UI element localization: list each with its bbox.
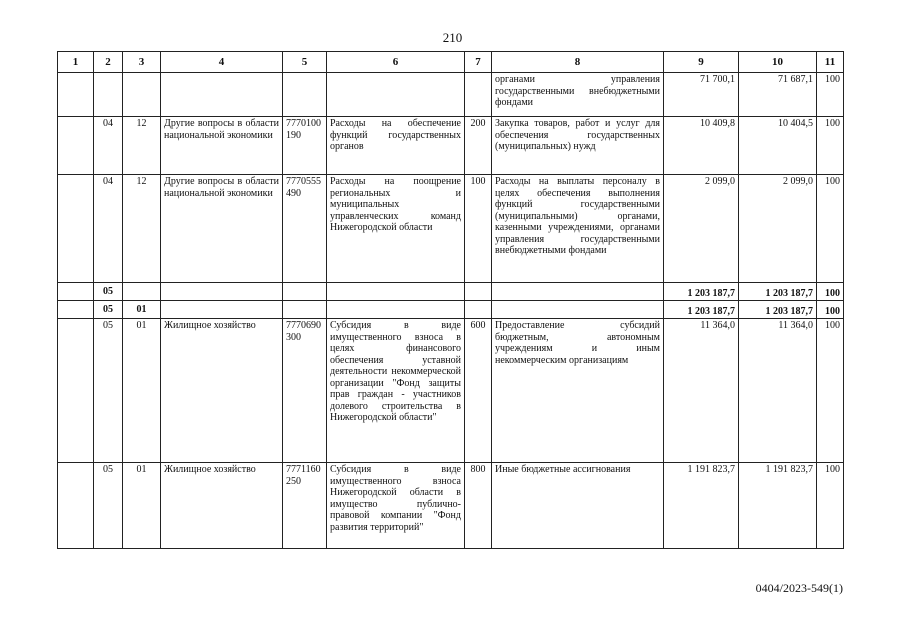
table-header-row bbox=[58, 52, 844, 73]
table-row bbox=[58, 319, 844, 463]
cell-c1 bbox=[58, 463, 94, 549]
cell-c1 bbox=[58, 73, 94, 117]
cell-c2: 05 bbox=[94, 301, 123, 319]
cell-c10: 1 191 823,7 bbox=[739, 463, 817, 549]
cell-c1 bbox=[58, 175, 94, 283]
table-row-section-total bbox=[58, 283, 844, 301]
cell-c11: 100 bbox=[817, 283, 844, 301]
page-number: 210 bbox=[442, 30, 463, 45]
cell-c11: 100 bbox=[817, 319, 844, 463]
header-col-8: 8 bbox=[492, 52, 664, 73]
header-col-5: 5 bbox=[283, 52, 327, 73]
cell-c5: 7770100190 bbox=[283, 117, 327, 175]
cell-c9: 10 409,8 bbox=[664, 117, 739, 175]
cell-c2: 05 bbox=[94, 319, 123, 463]
cell-c4: Другие вопросы в области национальной экономики bbox=[161, 175, 283, 283]
header-col-10: 10 bbox=[739, 52, 817, 73]
cell-c10: 2 099,0 bbox=[739, 175, 817, 283]
cell-c3: 01 bbox=[123, 301, 161, 319]
cell-c5 bbox=[283, 283, 327, 301]
cell-c7: 200 bbox=[465, 117, 492, 175]
cell-c10: 1 203 187,7 bbox=[739, 283, 817, 301]
cell-c11: 100 bbox=[817, 463, 844, 549]
table-row bbox=[58, 463, 844, 549]
cell-c1 bbox=[58, 319, 94, 463]
cell-c3: 01 bbox=[123, 463, 161, 549]
header-col-3: 3 bbox=[123, 52, 161, 73]
cell-c9: 1 203 187,7 bbox=[664, 301, 739, 319]
cell-c1 bbox=[58, 301, 94, 319]
cell-c8: Иные бюджетные ассигнования bbox=[492, 463, 664, 549]
header-col-6: 6 bbox=[327, 52, 465, 73]
cell-c2 bbox=[94, 73, 123, 117]
budget-table bbox=[57, 51, 844, 549]
cell-c8: Расходы на выплаты персоналу в целях обеспечения выполнения функций государственными (муниципальными) органами, казенными учреждениями, органами управления государственными внебюджетными фондами bbox=[492, 175, 664, 283]
cell-c8: Предоставление субсидий бюджетным, автономным учреждениям и иным некоммерческим организациям bbox=[492, 319, 664, 463]
cell-c9: 71 700,1 bbox=[664, 73, 739, 117]
cell-c11: 100 bbox=[817, 117, 844, 175]
header-col-7: 7 bbox=[465, 52, 492, 73]
cell-c2: 04 bbox=[94, 175, 123, 283]
cell-c10: 11 364,0 bbox=[739, 319, 817, 463]
cell-c3: 01 bbox=[123, 319, 161, 463]
table-row bbox=[58, 175, 844, 283]
cell-c4: Жилищное хозяйство bbox=[161, 463, 283, 549]
cell-c6: Расходы на обеспечение функций государственных органов bbox=[327, 117, 465, 175]
cell-c3: 12 bbox=[123, 175, 161, 283]
table-row bbox=[58, 73, 844, 117]
header-col-11: 11 bbox=[817, 52, 844, 73]
cell-c5 bbox=[283, 73, 327, 117]
cell-c8: Закупка товаров, работ и услуг для обеспечения государственных (муниципальных) нужд bbox=[492, 117, 664, 175]
cell-c1 bbox=[58, 117, 94, 175]
cell-c3: 12 bbox=[123, 117, 161, 175]
cell-c7: 100 bbox=[465, 175, 492, 283]
cell-c11: 100 bbox=[817, 301, 844, 319]
header-col-9: 9 bbox=[664, 52, 739, 73]
cell-c6: Расходы на поощрение региональных и муниципальных управленческих команд Нижегородской области bbox=[327, 175, 465, 283]
cell-c7 bbox=[465, 283, 492, 301]
cell-c10: 10 404,5 bbox=[739, 117, 817, 175]
cell-c6 bbox=[327, 73, 465, 117]
cell-c4: Другие вопросы в области национальной экономики bbox=[161, 117, 283, 175]
cell-c3 bbox=[123, 283, 161, 301]
header-col-1: 1 bbox=[58, 52, 94, 73]
cell-c9: 1 191 823,7 bbox=[664, 463, 739, 549]
cell-c6 bbox=[327, 283, 465, 301]
cell-c9: 11 364,0 bbox=[664, 319, 739, 463]
cell-c7 bbox=[465, 301, 492, 319]
cell-c4: Жилищное хозяйство bbox=[161, 319, 283, 463]
cell-c9: 2 099,0 bbox=[664, 175, 739, 283]
cell-c2: 05 bbox=[94, 283, 123, 301]
document-number: 0404/2023-549(1) bbox=[755, 581, 843, 595]
cell-c8 bbox=[492, 301, 664, 319]
cell-c7 bbox=[465, 73, 492, 117]
cell-c1 bbox=[58, 283, 94, 301]
cell-c3 bbox=[123, 73, 161, 117]
cell-c2: 04 bbox=[94, 117, 123, 175]
cell-c7: 600 bbox=[465, 319, 492, 463]
cell-c5: 7770690300 bbox=[283, 319, 327, 463]
cell-c8 bbox=[492, 283, 664, 301]
header-col-4: 4 bbox=[161, 52, 283, 73]
cell-c2: 05 bbox=[94, 463, 123, 549]
cell-c8: органами управления государственными внебюджетными фондами bbox=[492, 73, 664, 117]
cell-c7: 800 bbox=[465, 463, 492, 549]
cell-c10: 1 203 187,7 bbox=[739, 301, 817, 319]
table-row-subsection-total bbox=[58, 301, 844, 319]
cell-c4 bbox=[161, 73, 283, 117]
cell-c11: 100 bbox=[817, 175, 844, 283]
header-col-2: 2 bbox=[94, 52, 123, 73]
cell-c4 bbox=[161, 301, 283, 319]
cell-c10: 71 687,1 bbox=[739, 73, 817, 117]
table-row bbox=[58, 117, 844, 175]
cell-c6: Субсидия в виде имущественного взноса в целях финансового обеспечения уставной деятельности некоммерческой организации "Фонд защиты прав граждан - участников долевого строительства в Нижегородской области" bbox=[327, 319, 465, 463]
cell-c5: 7771160250 bbox=[283, 463, 327, 549]
cell-c4 bbox=[161, 283, 283, 301]
cell-c6 bbox=[327, 301, 465, 319]
cell-c5: 7770555490 bbox=[283, 175, 327, 283]
cell-c9: 1 203 187,7 bbox=[664, 283, 739, 301]
cell-c5 bbox=[283, 301, 327, 319]
cell-c11: 100 bbox=[817, 73, 844, 117]
cell-c6: Субсидия в виде имущественного взноса Нижегородской области в имущество публично-правовой компании "Фонд развития территорий" bbox=[327, 463, 465, 549]
